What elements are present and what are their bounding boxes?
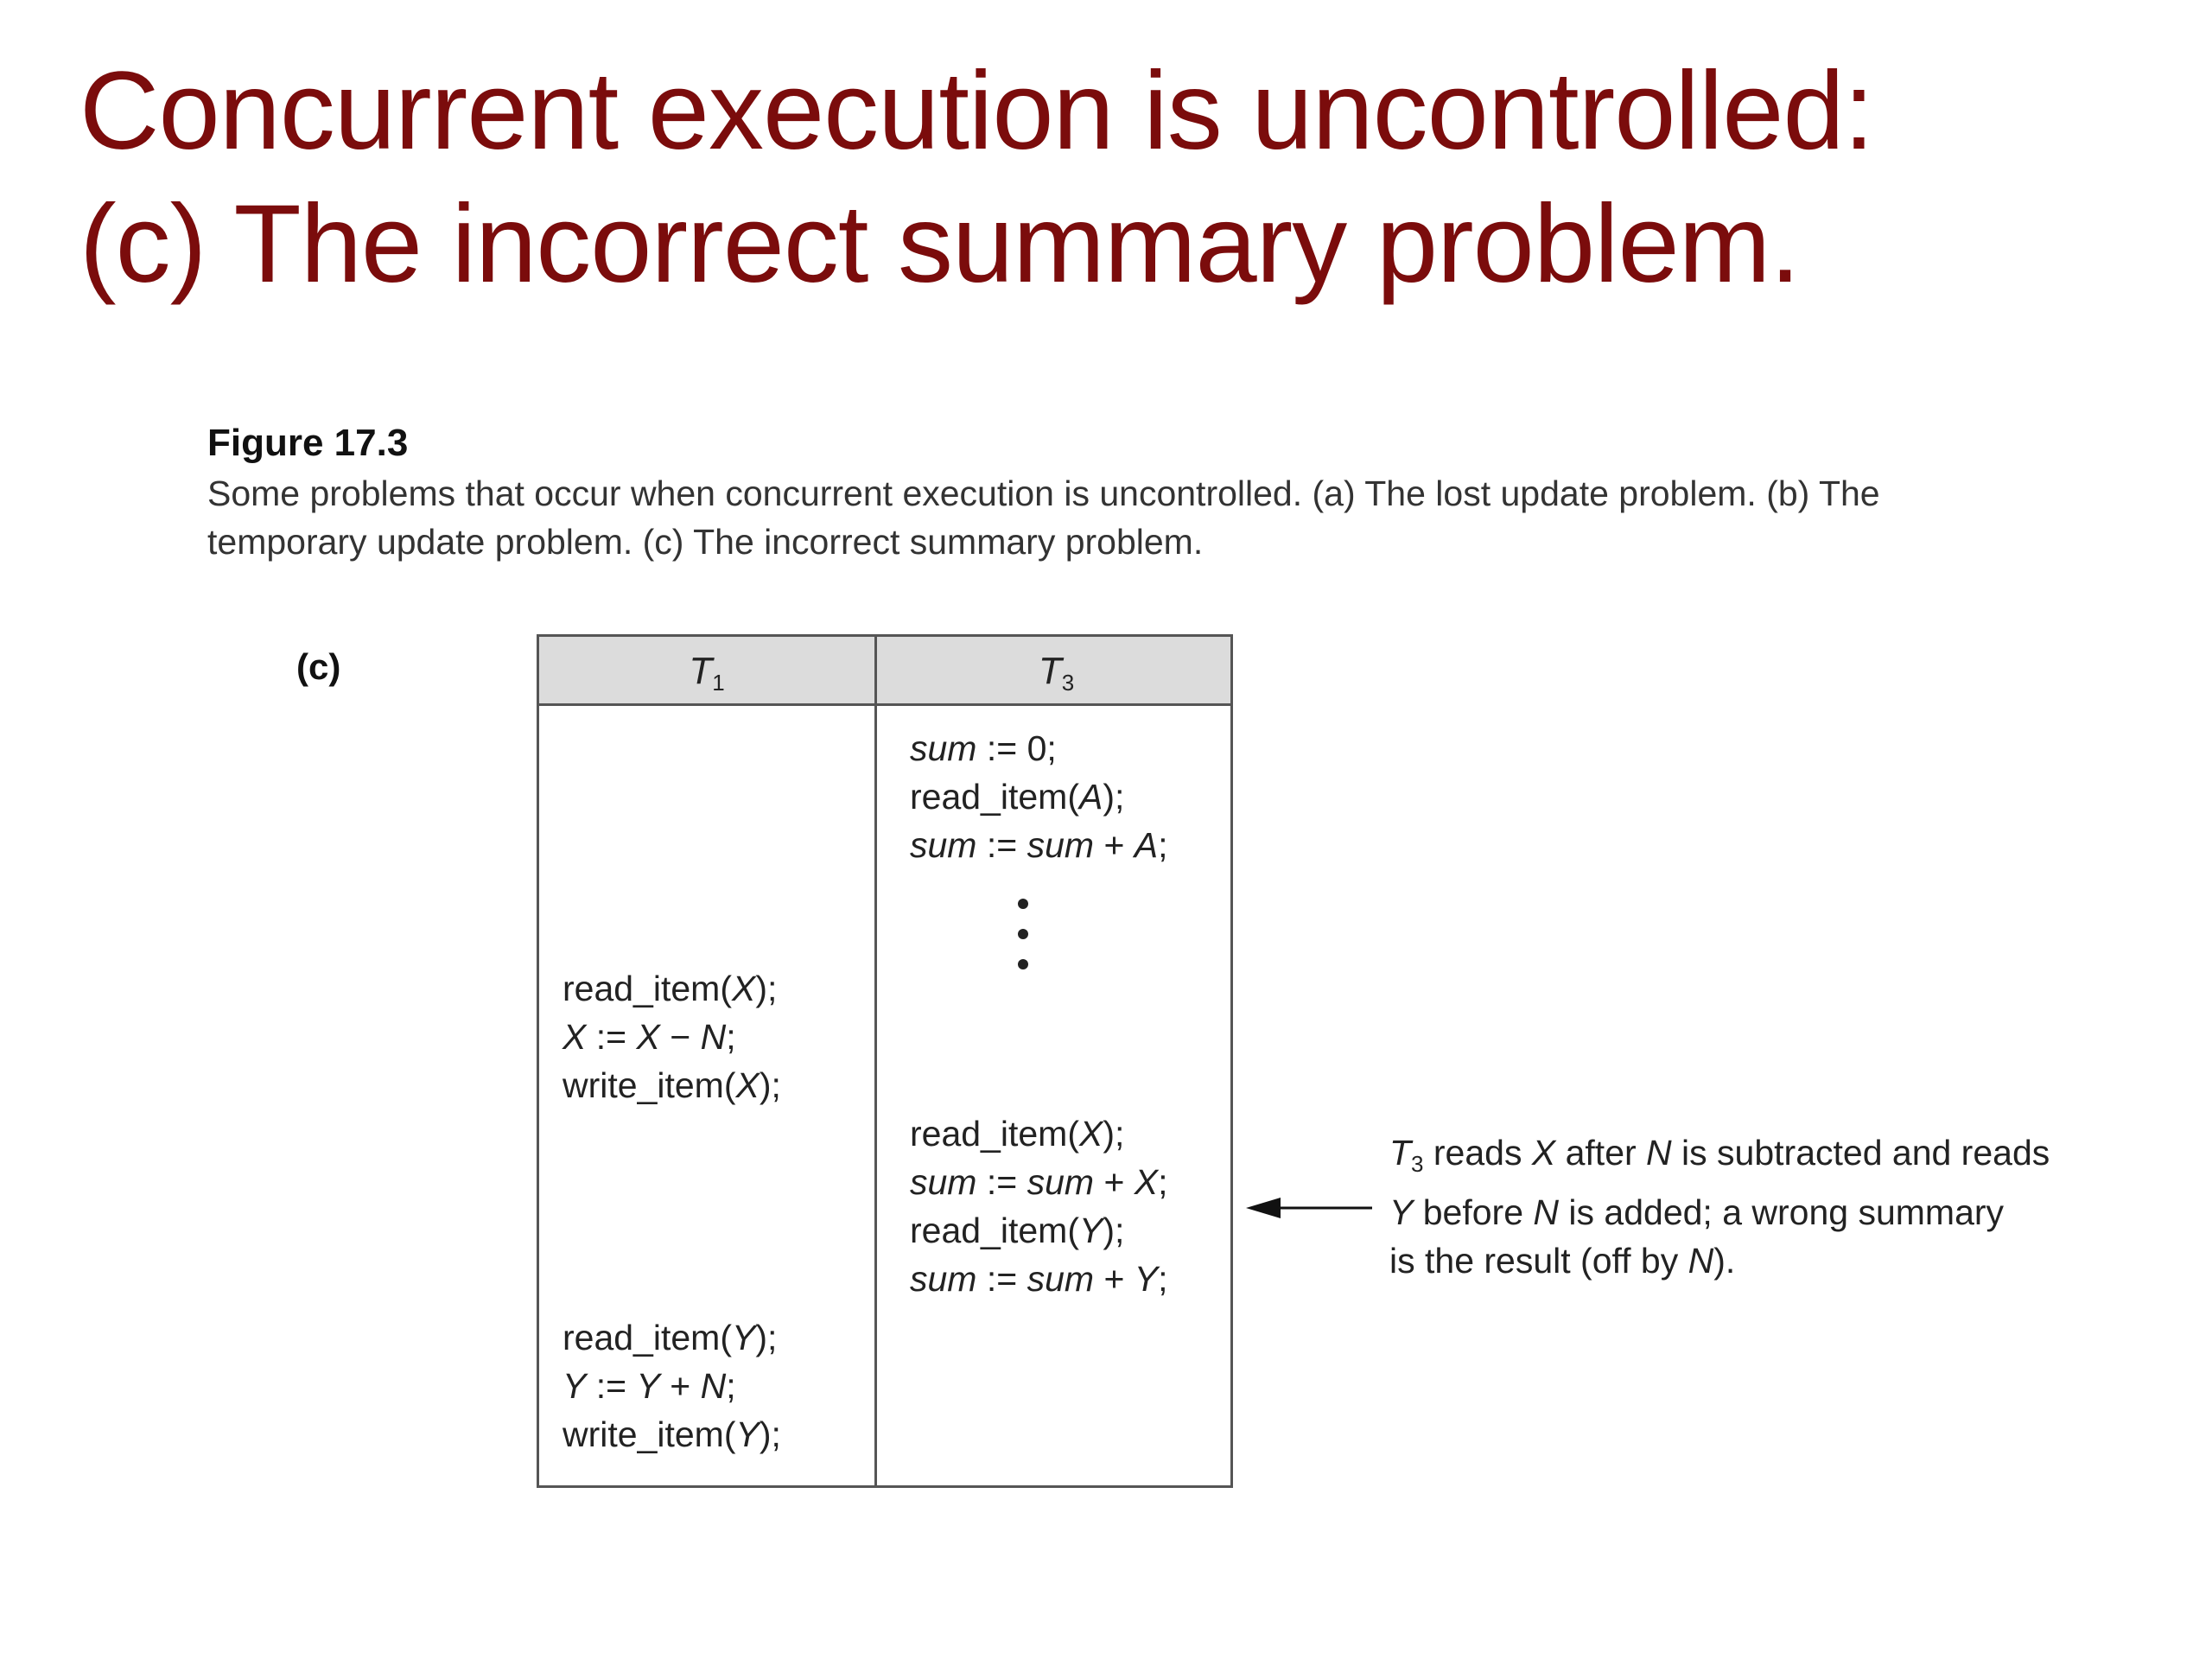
column-divider (874, 637, 877, 1485)
panel-label: (c) (296, 646, 341, 687)
t1-op: Y := Y + N; (563, 1366, 736, 1406)
t3-op: read_item(X); (910, 1114, 1125, 1154)
t3-op: sum := sum + Y; (910, 1259, 1168, 1299)
ellipsis-dots (1018, 890, 1030, 994)
header-t3 (877, 637, 1236, 703)
note-line: is the result (off by N). (1389, 1241, 1736, 1281)
t1-op: X := X − N; (563, 1017, 736, 1057)
t1-op: read_item(X); (563, 969, 778, 1008)
header-t1-sub: 1 (712, 670, 725, 696)
t1-op: write_item(Y); (563, 1414, 781, 1454)
slide-title-line-2: (c) The incorrect summary problem. (79, 182, 1800, 306)
t3-op: sum := 0; (910, 728, 1057, 768)
dot (1018, 959, 1028, 969)
header-t1 (539, 637, 874, 703)
caption-line: Some problems that occur when concurrent execution is uncontrolled. (a) The lost update problem. (b) The (207, 474, 1880, 513)
dot (1018, 929, 1028, 939)
dot (1018, 899, 1028, 909)
note-line: Y before N is added; a wrong summary (1389, 1192, 2005, 1232)
header-t1-base: T (689, 650, 713, 692)
left-arrow-icon (1244, 1191, 1374, 1225)
table-header (539, 637, 1230, 706)
note-line: $T_3$ reads X after N is subtracted and reads (1389, 1133, 2050, 1177)
t1-op: read_item(Y); (563, 1318, 778, 1357)
t3-op: read_item(Y); (910, 1211, 1125, 1250)
header-t3-sub: 3 (1061, 670, 1075, 696)
annotation-note (1389, 1128, 2150, 1285)
t1-op: write_item(X); (563, 1065, 781, 1105)
header-t3-base: T (1038, 650, 1062, 692)
caption-line: temporary update problem. (c) The incorrect summary problem. (207, 522, 1204, 562)
figure-number: Figure 17.3 (207, 422, 409, 464)
figure-caption-text (207, 469, 2065, 566)
slide-title-line-1: Concurrent execution is uncontrolled: (79, 49, 1874, 173)
t3-op: read_item(A); (910, 777, 1125, 817)
t3-op: sum := sum + A; (910, 825, 1168, 865)
t3-op: sum := sum + X; (910, 1162, 1168, 1202)
slide-title (79, 45, 2153, 311)
figure-caption (207, 419, 2065, 566)
